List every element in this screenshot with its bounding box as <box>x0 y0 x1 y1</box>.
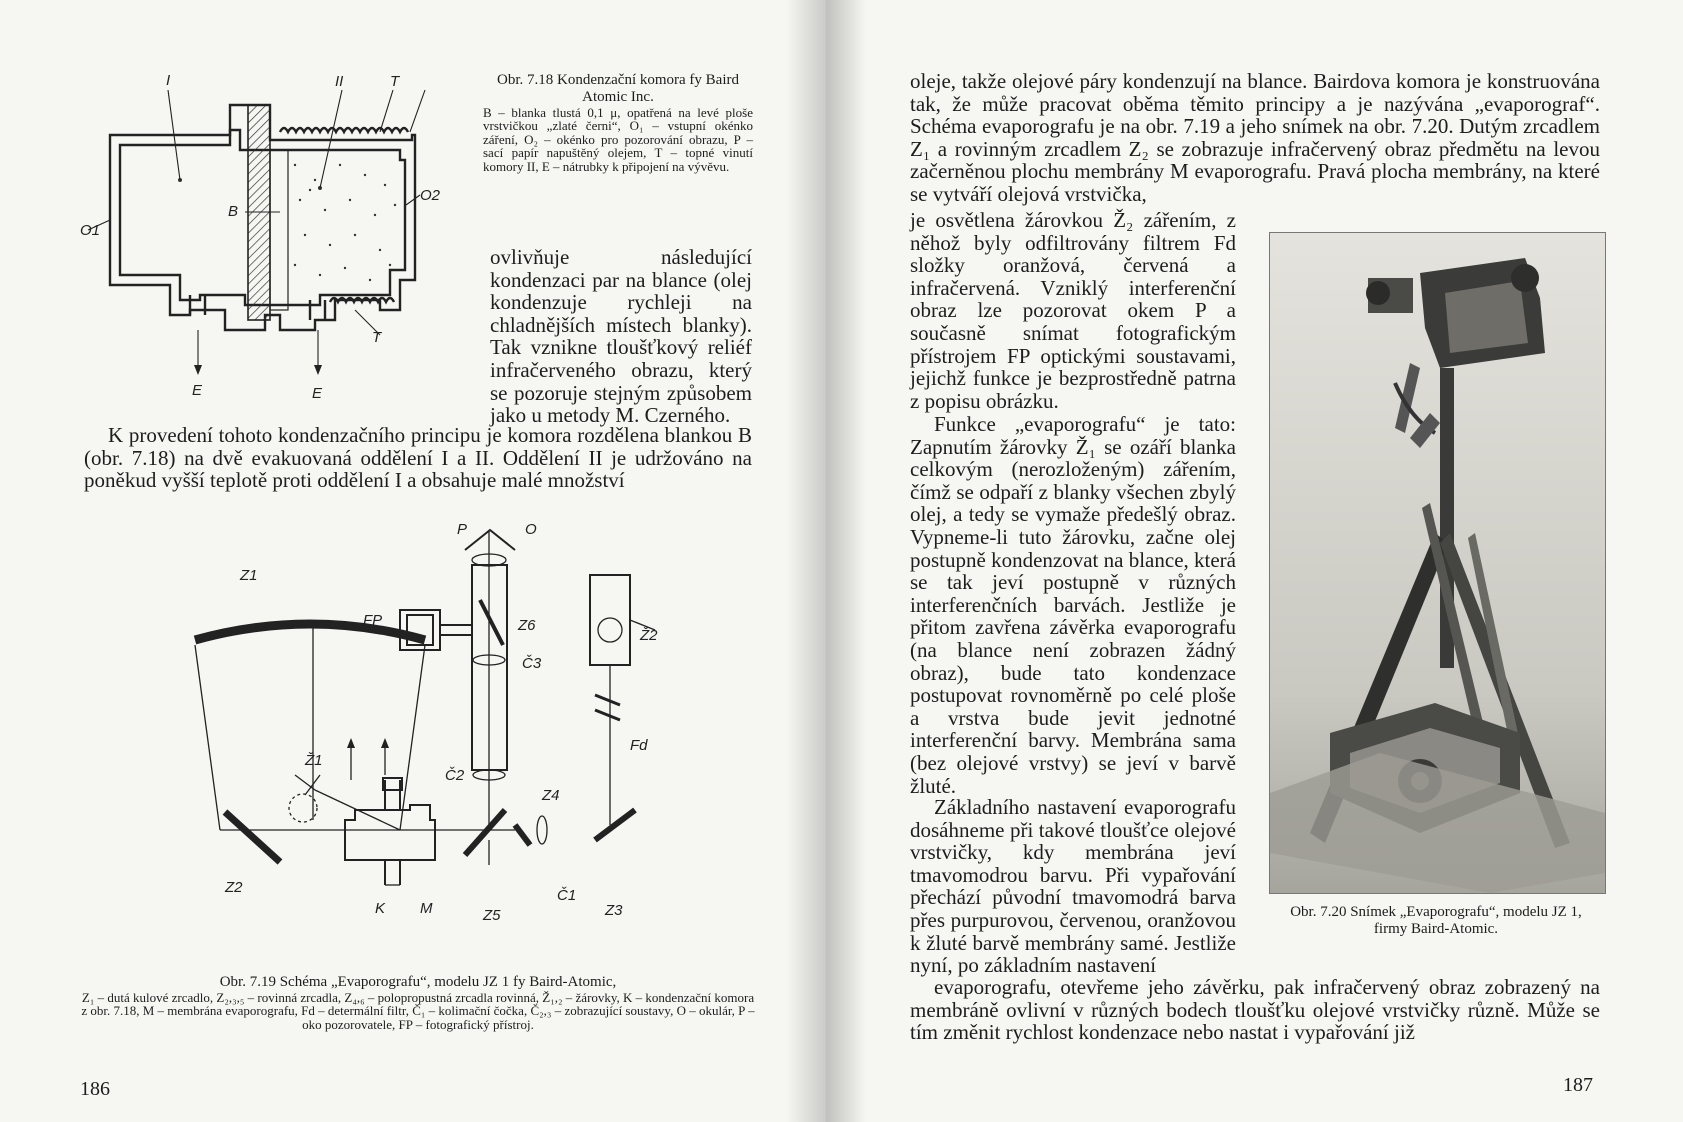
fig718-caption <box>483 72 753 173</box>
fig719-label-O: O <box>525 521 537 538</box>
fig718-label-O1: O1 <box>80 222 101 239</box>
fig719-label-Z3: Z3 <box>605 902 623 919</box>
gutter-shadow-left <box>786 0 826 1122</box>
fig718-label-I: I <box>166 72 171 89</box>
fig719-label-Z1-lamp: Ž1 <box>305 752 323 769</box>
gutter-shadow-right <box>826 0 866 1122</box>
fig719-label-C3: Č3 <box>522 655 542 672</box>
fig719-caption <box>78 974 758 1031</box>
fig719-label-K: K <box>375 900 386 917</box>
evaporograph-photo <box>1269 232 1606 894</box>
fig718-label-E-left: E <box>192 382 203 399</box>
fig718-label-E-right: E <box>312 385 323 402</box>
right-body-bottom: evaporografu, otevřeme jeho závěrku, pak infračervený obraz zobrazený na membráně ovlivní v různých bodech tloušťku olejové vrstvičky různě. Může se tím změnit rychlost kondenzace nebo nastat i vypařování již <box>910 975 1600 1045</box>
figure-7-19-diagram <box>185 520 658 940</box>
fig719-label-FP: FP <box>363 612 383 629</box>
body-wrap-paragraph: ovlivňuje následující kondenzaci par na blance (olej kondenzuje rychleji na chladnějších místech blanky). Tak vznikne tloušťkový reliéf infračerveného obrazu, který se pozoruje stejným způsobem jako u metody M. Czerného. <box>490 245 752 428</box>
fig718-label-O2: O2 <box>420 187 441 204</box>
left-page <box>0 0 826 1122</box>
right-body-column-3: Základního nastavení evaporografu dosáhneme při takové tloušťce olejové vrstvičky, kdy membrána jeví tmavomodrou barvu. Při vypařování přechází původní tmavomodrá barva přes purpurovou, červenou, oranžovou k žluté barvě membrány samé. Jestliže nyní, po základním nastavení <box>910 795 1236 978</box>
fig719-label-Z1: Z1 <box>240 567 258 584</box>
right-body-top: oleje, takže olejové páry kondenzují na blance. Bairdova komora je konstruována tak, že může pracovat oběma těmito principy a je nazývána „evaporograf“. Schéma evaporografu je na obr. 7.19 a jeho snímek na obr. 7.20. Dutým zrcadlem Z₁ a rovinným zrcadlem Z₂ se zobrazuje infračervený obraz předmětu na levou začerněnou plochu membrány M evaporografu. Pravá plocha membrány, na které se vytváří olejová vrstvička, <box>910 69 1600 206</box>
right-body-column: je osvětlena žárovkou Ž₂ zářením, z něhož byly odfiltrovány filtrem Fd složky oranžová, červená a infračervená. Vzniklý interferenční obraz lze pozorovat okem P a současně snímat fotografickým přístrojem FP optickými soustavami, jejichž funkce je bezprostředně patrna z popisu obrázku. <box>910 208 1236 413</box>
fig718-label-T-bottom: T <box>372 329 382 346</box>
body-full-paragraph: K provedení tohoto kondenzačního principu je komora rozdělena blankou B (obr. 7.18) na dvě evakuovaná oddělení I a II. Oddělení II je udržováno na poněkud vyšší teplotě proti oddělení I a obsahuje malé množství <box>84 423 752 493</box>
fig719-label-Z6: Z6 <box>518 617 536 634</box>
fig719-label-P: P <box>457 521 468 538</box>
fig718-label-II: II <box>335 73 344 90</box>
fig719-label-M: M <box>420 900 433 917</box>
fig718-label-B: B <box>228 203 239 220</box>
fig719-label-Z2-lamp: Ž2 <box>640 627 658 644</box>
fig719-label-Fd: Fd <box>630 737 648 754</box>
right-page <box>826 0 1683 1122</box>
fig718-label-T-top: T <box>390 73 400 90</box>
figure-7-18-diagram <box>80 70 470 410</box>
fig719-label-Z5: Z5 <box>483 907 501 924</box>
page-number-left: 186 <box>80 1078 110 1100</box>
fig719-label-Z4: Z4 <box>542 787 560 804</box>
right-body-column-2: Funkce „evaporografu“ je tato: Zapnutím žárovky Ž₁ se ozáří blanka celkovým (nerozloženým) zářením, čímž se odpaří z blanky všechen zbylý olej, a tedy se vymaže předešlý obraz. Vypneme-li tuto žárovku, začne olej postupně kondenzovat na blance, která se tak jeví postupně v různých interferenčních barvách. Jestliže je přitom zavřena závěrka evaporografu (na blance není zobrazen žádný obraz), bude tato kondenzace postupovat rovnoměrně po celé ploše a vrstva bude jevit jednotné interferenční barvy. Membrána sama (bez olejové vrstvy) se jeví v barvě žluté. <box>910 412 1236 798</box>
fig719-caption-title: Obr. 7.19 Schéma „Evaporografu“, modelu JZ 1 fy Baird-Atomic, <box>219 974 617 990</box>
fig719-label-C2: Č2 <box>445 767 465 784</box>
evaporograph-photo-drawing <box>1270 233 1605 893</box>
page-number-right: 187 <box>1563 1074 1593 1096</box>
fig720-caption: Obr. 7.20 Snímek „Evaporografu“, modelu JZ 1, firmy Baird-Atomic. <box>1290 904 1582 937</box>
fig719-caption-body: Z₁ – dutá kulové zrcadlo, Z₂,₃,₅ – rovinná zrcadla, Z₄,₆ – polopropustná zrcadla rovinná, Ž₁,₂ – žárovky, K – kondenzační komora z obr. 7.18, M – membrána evaporografu, Fd – determální filtr, Č₁ – kolimační čočka, Č₂,₃ – zobrazující soustavy, O – okulár, P – oko pozorovatele, FP – fotografický přístroj. <box>81 990 755 1032</box>
fig719-label-Z2: Z2 <box>225 879 243 896</box>
fig718-caption-title: Obr. 7.18 Kondenzační komora fy Baird Atomic Inc. <box>496 72 740 105</box>
fig719-label-C1: Č1 <box>557 887 577 904</box>
fig718-caption-body: B – blanka tlustá 0,1 μ, opatřená na levé ploše vrstvičkou „zlaté černi“, O₁ – vstupní okénko záření, O₂ – okénko pro pozorování obrazu, P – sací papír napuštěný olejem, T – topné vinutí komory II, E – nátrubky k připojení na vývěvu. <box>483 105 753 174</box>
